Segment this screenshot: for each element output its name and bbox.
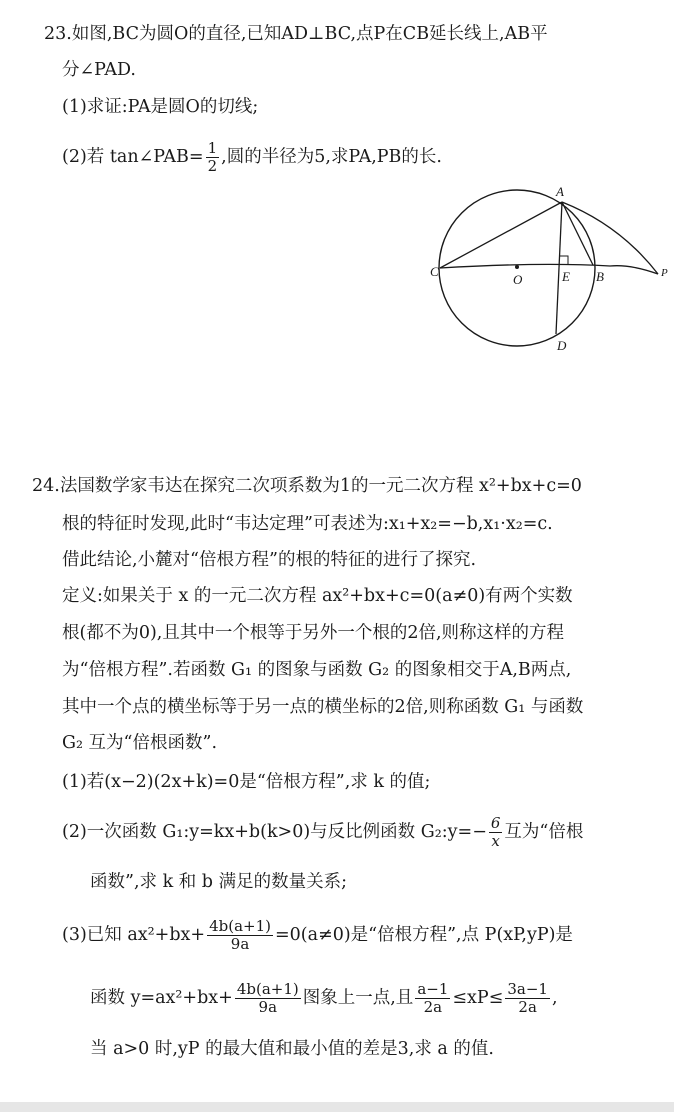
q24-part1: (1)若(x−2)(2x+k)=0是“倍根方程”,求 k 的值; xyxy=(62,772,431,792)
q24-line1 xyxy=(32,474,582,498)
q24-part3-l2-ineq: ≤xP≤ xyxy=(452,988,504,1008)
q24-part3-suffix: =0(a≠0)是“倍根方程”,点 P(xP,yP)是 xyxy=(274,925,573,945)
q24-part3-l2-frac3-den: 2a xyxy=(518,998,537,1016)
label-c: C xyxy=(430,264,439,279)
q23-number: 23. xyxy=(44,24,72,44)
q24-intro-2: 根的特征时发现,此时“韦达定理”可表述为:x₁+x₂=−b,x₁·x₂=c. xyxy=(62,514,553,534)
q23-part2-suffix: ,圆的半径为5,求PA,PB的长. xyxy=(221,147,442,167)
q24-part3-line3: 当 a>0 时,yP 的最大值和最小值的差是3,求 a 的值. xyxy=(90,1039,494,1059)
q24-part3-l2-frac3-num: 3a−1 xyxy=(507,980,548,998)
q23-stem-1: 如图,BC为圆O的直径,已知AD⊥BC,点P在CB延长线上,AB平 xyxy=(71,24,548,44)
page-bottom-edge xyxy=(0,1102,674,1112)
q23-frac-num: 1 xyxy=(207,139,218,157)
q24-part3-line2 xyxy=(90,981,558,1016)
q24-part2-frac-den: x xyxy=(491,832,500,850)
q23-part2 xyxy=(62,140,442,175)
label-b: B xyxy=(596,269,604,284)
q24-part3-l2-end: , xyxy=(551,988,558,1008)
q24-part3-frac-num: 4b(a+1) xyxy=(209,917,271,935)
q24-intro-3: 借此结论,小麓对“倍根方程”的根的特征的进行了探究. xyxy=(62,550,477,570)
circle-geometry-figure xyxy=(420,180,668,360)
label-a: A xyxy=(556,184,564,199)
q24-part3-l2-fraction2 xyxy=(415,981,450,1016)
q24-def-4: 其中一个点的横坐标等于另一点的横坐标的2倍,则称函数 G₁ 与函数 xyxy=(62,697,584,717)
label-p: P xyxy=(661,267,668,279)
q23-fraction xyxy=(206,140,220,175)
q24-part3-l2-prefix: 函数 y=ax²+bx+ xyxy=(90,988,233,1008)
q23-stem-2: 分∠PAD. xyxy=(62,60,136,80)
q24-part2-prefix: (2)一次函数 G₁:y=kx+b(k>0)与反比例函数 G₂:y=− xyxy=(62,822,487,842)
q23-line1 xyxy=(44,22,548,46)
q24-def-2: 根(都不为0),且其中一个根等于另外一个根的2倍,则称这样的方程 xyxy=(62,623,565,643)
q24-part2 xyxy=(62,815,583,850)
q24-def-5: G₂ 互为“倍根函数”. xyxy=(62,733,218,753)
q24-part3-l2-frac-den: 9a xyxy=(258,998,278,1016)
q23-frac-den: 2 xyxy=(207,157,218,175)
q23-part1: (1)求证:PA是圆O的切线; xyxy=(62,97,259,117)
q23-part2-prefix: (2)若 tan∠PAB= xyxy=(62,147,204,167)
segment-ca xyxy=(440,202,562,268)
right-angle-mark xyxy=(560,256,568,265)
label-e: E xyxy=(562,269,570,284)
q24-part3-l2-mid: 图象上一点,且 xyxy=(302,988,414,1008)
q24-part3-l2-frac2-den: 2a xyxy=(423,998,443,1016)
q24-number: 24. xyxy=(32,476,60,496)
q24-part3-l2-frac-num: 4b(a+1) xyxy=(236,980,299,998)
tangent-ap xyxy=(562,202,658,274)
q24-intro-1: 法国数学家韦达在探究二次项系数为1的一元二次方程 x²+bx+c=0 xyxy=(59,476,582,496)
q24-part3-fraction xyxy=(207,918,273,953)
q24-def-1: 定义:如果关于 x 的一元二次方程 ax²+bx+c=0(a≠0)有两个实数 xyxy=(62,586,573,606)
center-point xyxy=(515,265,519,269)
q24-part2-line2: 函数”,求 k 和 b 满足的数量关系; xyxy=(90,872,347,892)
q24-def-3: 为“倍根方程”.若函数 G₁ 的图象与函数 G₂ 的图象相交于A,B两点, xyxy=(62,660,572,680)
q24-part3-prefix: (3)已知 ax²+bx+ xyxy=(62,925,206,945)
q24-part3-l2-fraction xyxy=(235,981,301,1016)
q24-part2-frac-num: 6 xyxy=(490,814,501,832)
q24-part3-l2-fraction3 xyxy=(505,981,550,1016)
segment-ad xyxy=(556,202,562,334)
q24-part3-l2-frac2-num: a−1 xyxy=(417,980,449,998)
q24-part2-suffix: 互为“倍根 xyxy=(504,822,584,842)
q24-part2-fraction xyxy=(489,815,503,850)
label-d: D xyxy=(557,338,567,353)
label-o: O xyxy=(513,272,523,287)
line-cp xyxy=(440,264,658,274)
q24-part3-frac-den: 9a xyxy=(230,935,250,953)
q24-part3 xyxy=(62,918,573,953)
